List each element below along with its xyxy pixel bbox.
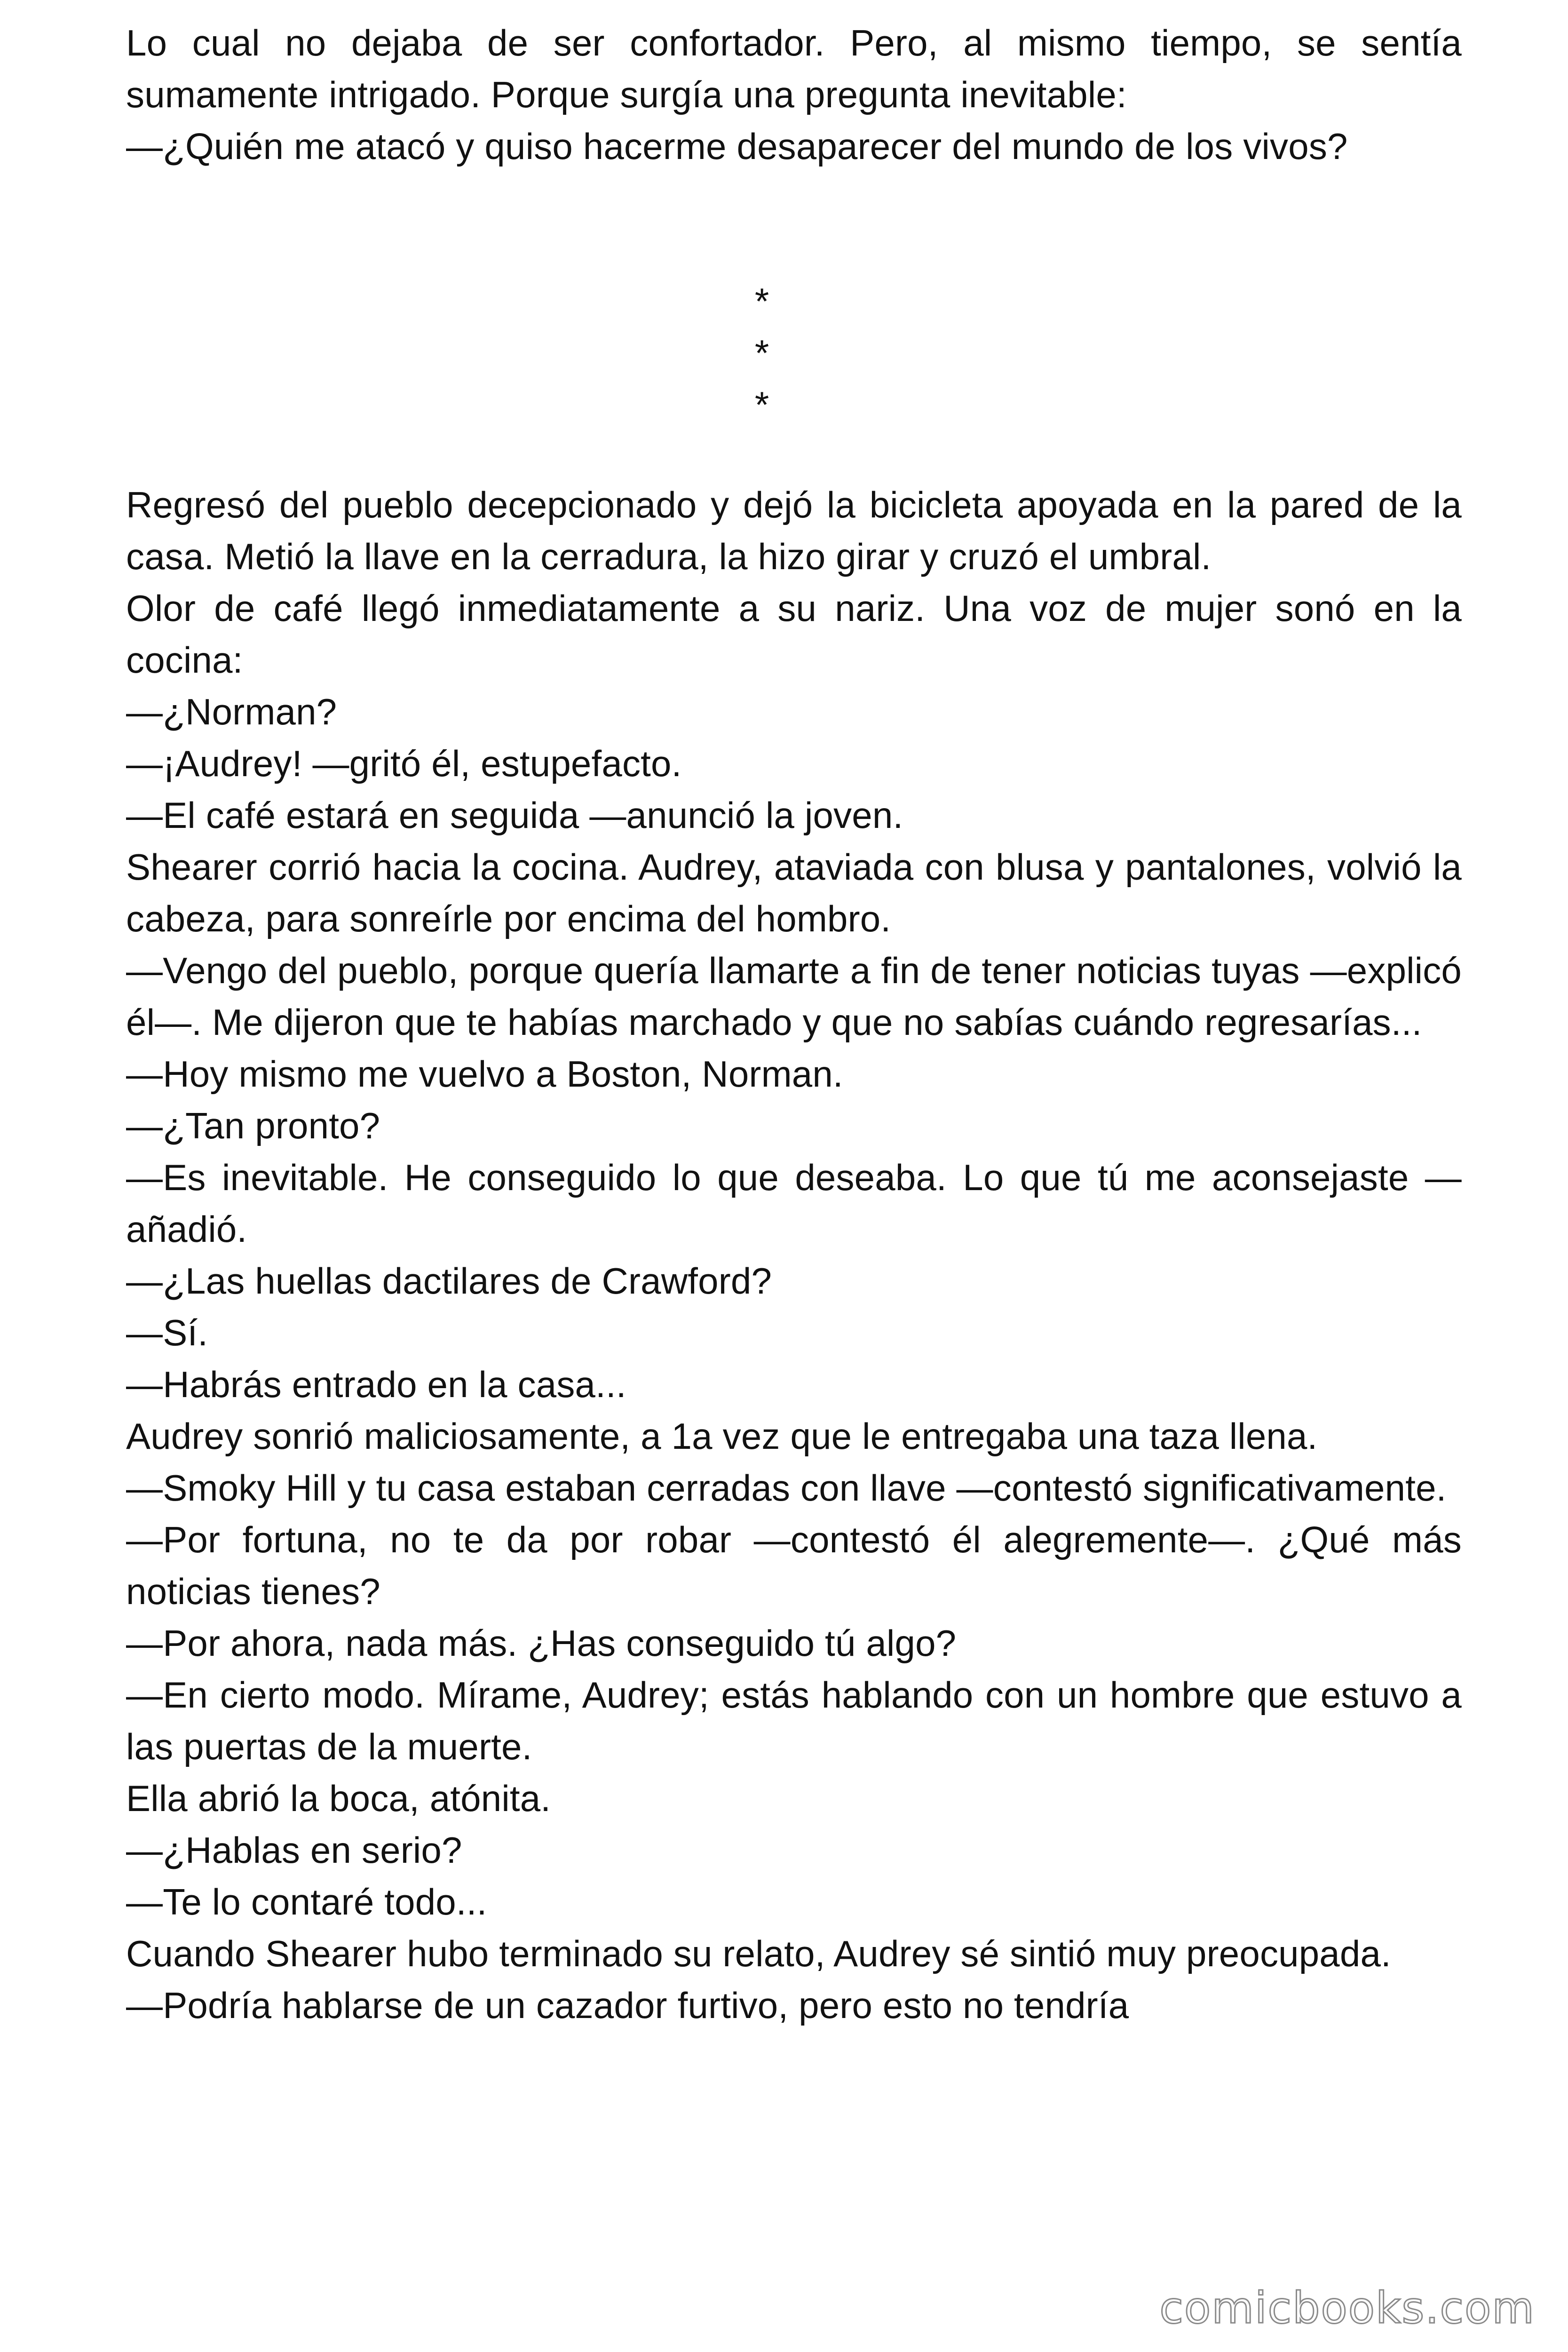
dialogue-line: —¿Las huellas dactilares de Crawford? bbox=[126, 1260, 772, 1302]
separator-asterisk: * bbox=[754, 332, 769, 373]
text-block-main bbox=[126, 479, 1462, 2031]
dialogue-line: —En cierto modo. Mírame, Audrey; estás hablando con un hombre que estuvo a las puertas de la muerte. bbox=[126, 1674, 1462, 1767]
dialogue-line: —¿Norman? bbox=[126, 691, 337, 732]
paragraph: —¿Quién me atacó y quiso hacerme desaparecer del mundo de los vivos? bbox=[126, 126, 1348, 167]
separator-asterisk: * bbox=[754, 384, 769, 425]
dialogue-line: —Hoy mismo me vuelvo a Boston, Norman. bbox=[126, 1053, 843, 1095]
dialogue-line: —Es inevitable. He conseguido lo que deseaba. Lo que tú me aconsejaste —añadió. bbox=[126, 1157, 1462, 1250]
paragraph: Cuando Shearer hubo terminado su relato, Audrey sé sintió muy preocupada. bbox=[126, 1933, 1391, 1974]
section-separator bbox=[743, 275, 781, 430]
paragraph: Shearer corrió hacia la cocina. Audrey, ataviada con blusa y pantalones, volvió la cabeza, para sonreírle por encima del hombro. bbox=[126, 846, 1462, 939]
separator-asterisk: * bbox=[754, 280, 769, 322]
paragraph: Ella abrió la boca, atónita. bbox=[126, 1778, 551, 1819]
text-block-top bbox=[126, 17, 1462, 172]
dialogue-line: —Por ahora, nada más. ¿Has conseguido tú algo? bbox=[126, 1622, 957, 1664]
dialogue-line: —Sí. bbox=[126, 1312, 208, 1353]
dialogue-line: —¡Audrey! —gritó él, estupefacto. bbox=[126, 743, 682, 784]
dialogue-line: —Habrás entrado en la casa... bbox=[126, 1364, 626, 1405]
paragraph: Olor de café llegó inmediatamente a su nariz. Una voz de mujer sonó en la cocina: bbox=[126, 588, 1462, 681]
dialogue-line: —¿Tan pronto? bbox=[126, 1105, 380, 1146]
dialogue-line: —El café estará en seguida —anunció la joven. bbox=[126, 795, 903, 836]
dialogue-line: —Te lo contaré todo... bbox=[126, 1881, 487, 1923]
dialogue-line: —Vengo del pueblo, porque quería llamarte a fin de tener noticias tuyas —explicó él—. Me dijeron que te habías marchado y que no sabías cuándo regresarías... bbox=[126, 950, 1462, 1043]
paragraph: Lo cual no dejaba de ser confortador. Pero, al mismo tiempo, se sentía sumamente intrigado. Porque surgía una pregunta inevitable: bbox=[126, 22, 1462, 115]
dialogue-line: —¿Hablas en serio? bbox=[126, 1829, 462, 1871]
dialogue-line: —Por fortuna, no te da por robar —contestó él alegremente—. ¿Qué más noticias tienes? bbox=[126, 1519, 1462, 1612]
dialogue-line: —Smoky Hill y tu casa estaban cerradas con llave —contestó significativamente. bbox=[126, 1467, 1447, 1509]
paragraph: Regresó del pueblo decepcionado y dejó la bicicleta apoyada en la pared de la casa. Metió la llave en la cerradura, la hizo girar y cruzó el umbral. bbox=[126, 484, 1462, 577]
paragraph: Audrey sonrió maliciosamente, a 1a vez que le entregaba una taza llena. bbox=[126, 1415, 1318, 1457]
dialogue-line: —Podría hablarse de un cazador furtivo, pero esto no tendría bbox=[126, 1985, 1129, 2026]
watermark: comicbooks.com bbox=[1159, 2283, 1535, 2333]
